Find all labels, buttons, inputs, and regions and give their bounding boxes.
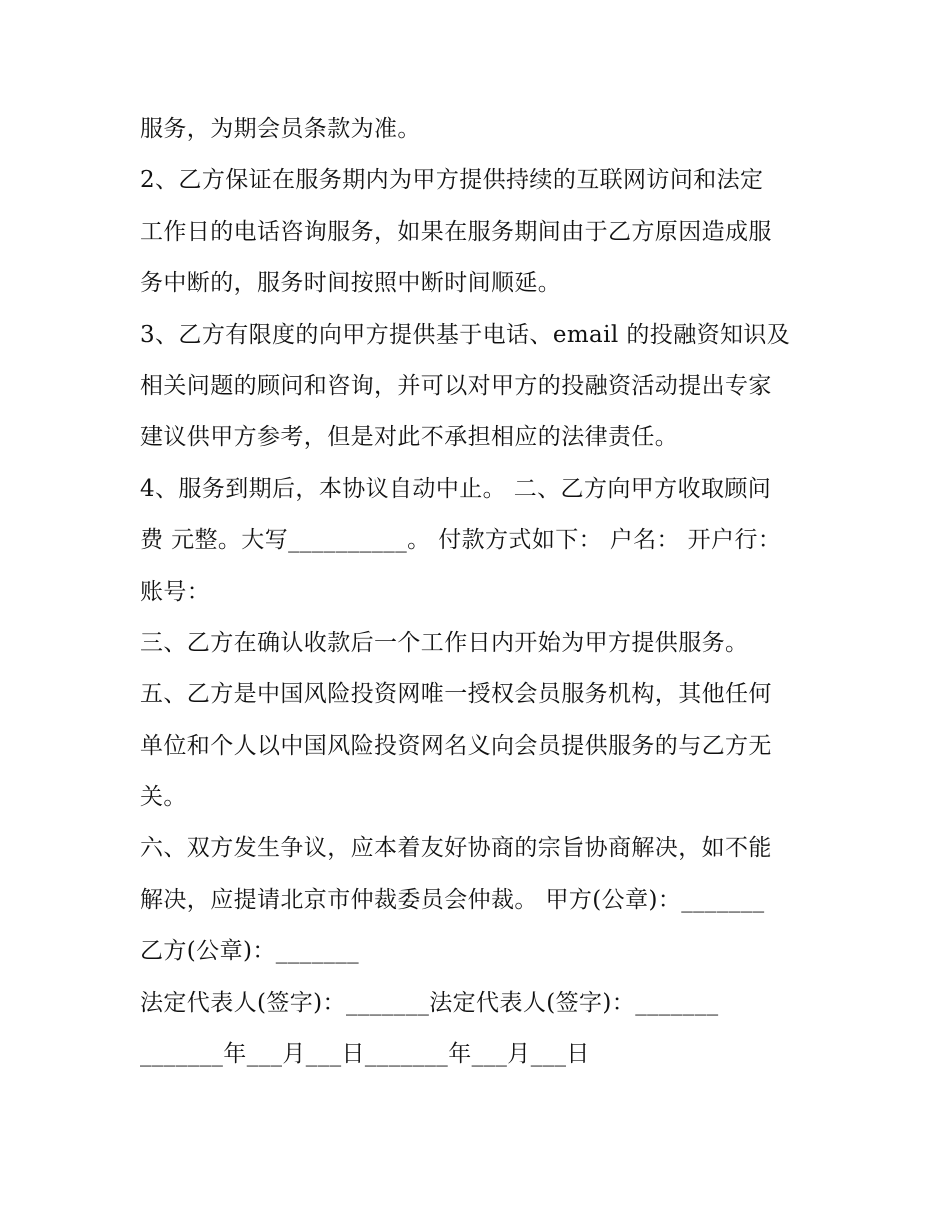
text-line: 五、乙方是中国风险投资网唯一授权会员服务机构，其他任何 (140, 681, 772, 708)
text-line: 六、双方发生争议，应本着友好协商的宗旨协商解决，如不能 (140, 835, 772, 862)
text-line: 3、乙方有限度的向甲方提供基于电话、email 的投融资知识及 (140, 321, 791, 348)
text-line: 关。 (140, 784, 187, 811)
contract-body (140, 104, 820, 1080)
text-line: 4、服务到期后，本协议自动中止。 二、乙方向甲方收取顾问 (140, 475, 772, 502)
text-line: 单位和个人以中国风险投资网名义向会员提供服务的与乙方无 (140, 732, 772, 759)
text-line: 服务，为期会员条款为准。 (140, 116, 421, 142)
text-line: 工作日的电话咨询服务，如果在服务期间由于乙方原因造成服 (140, 218, 772, 245)
text-line: 务中断的，服务时间按照中断时间顺延。 (140, 270, 562, 297)
text-line: 建议供甲方参考，但是对此不承担相应的法律责任。 (140, 424, 679, 451)
text-line: 相关问题的顾问和咨询，并可以对甲方的投融资活动提出专家 (140, 372, 772, 399)
text-line: 乙方(公章)：_______ (140, 938, 360, 965)
date-line: _______年___月___日_______年___月___日 (140, 1041, 590, 1068)
text-line: 解决，应提请北京市仲裁委员会仲裁。 甲方(公章)：_______ (140, 886, 765, 913)
text-line: 2、乙方保证在服务期内为甲方提供持续的互联网访问和法定 (140, 167, 764, 194)
signature-line: 法定代表人(签字)：_______法定代表人(签字)：_______ (140, 989, 719, 1016)
text-line: 账号： (140, 578, 211, 605)
text-line: 费 元整。大写__________。 付款方式如下： 户名： 开户行： (140, 527, 782, 554)
text-line: 三、乙方在确认收款后一个工作日内开始为甲方提供服务。 (140, 629, 749, 656)
